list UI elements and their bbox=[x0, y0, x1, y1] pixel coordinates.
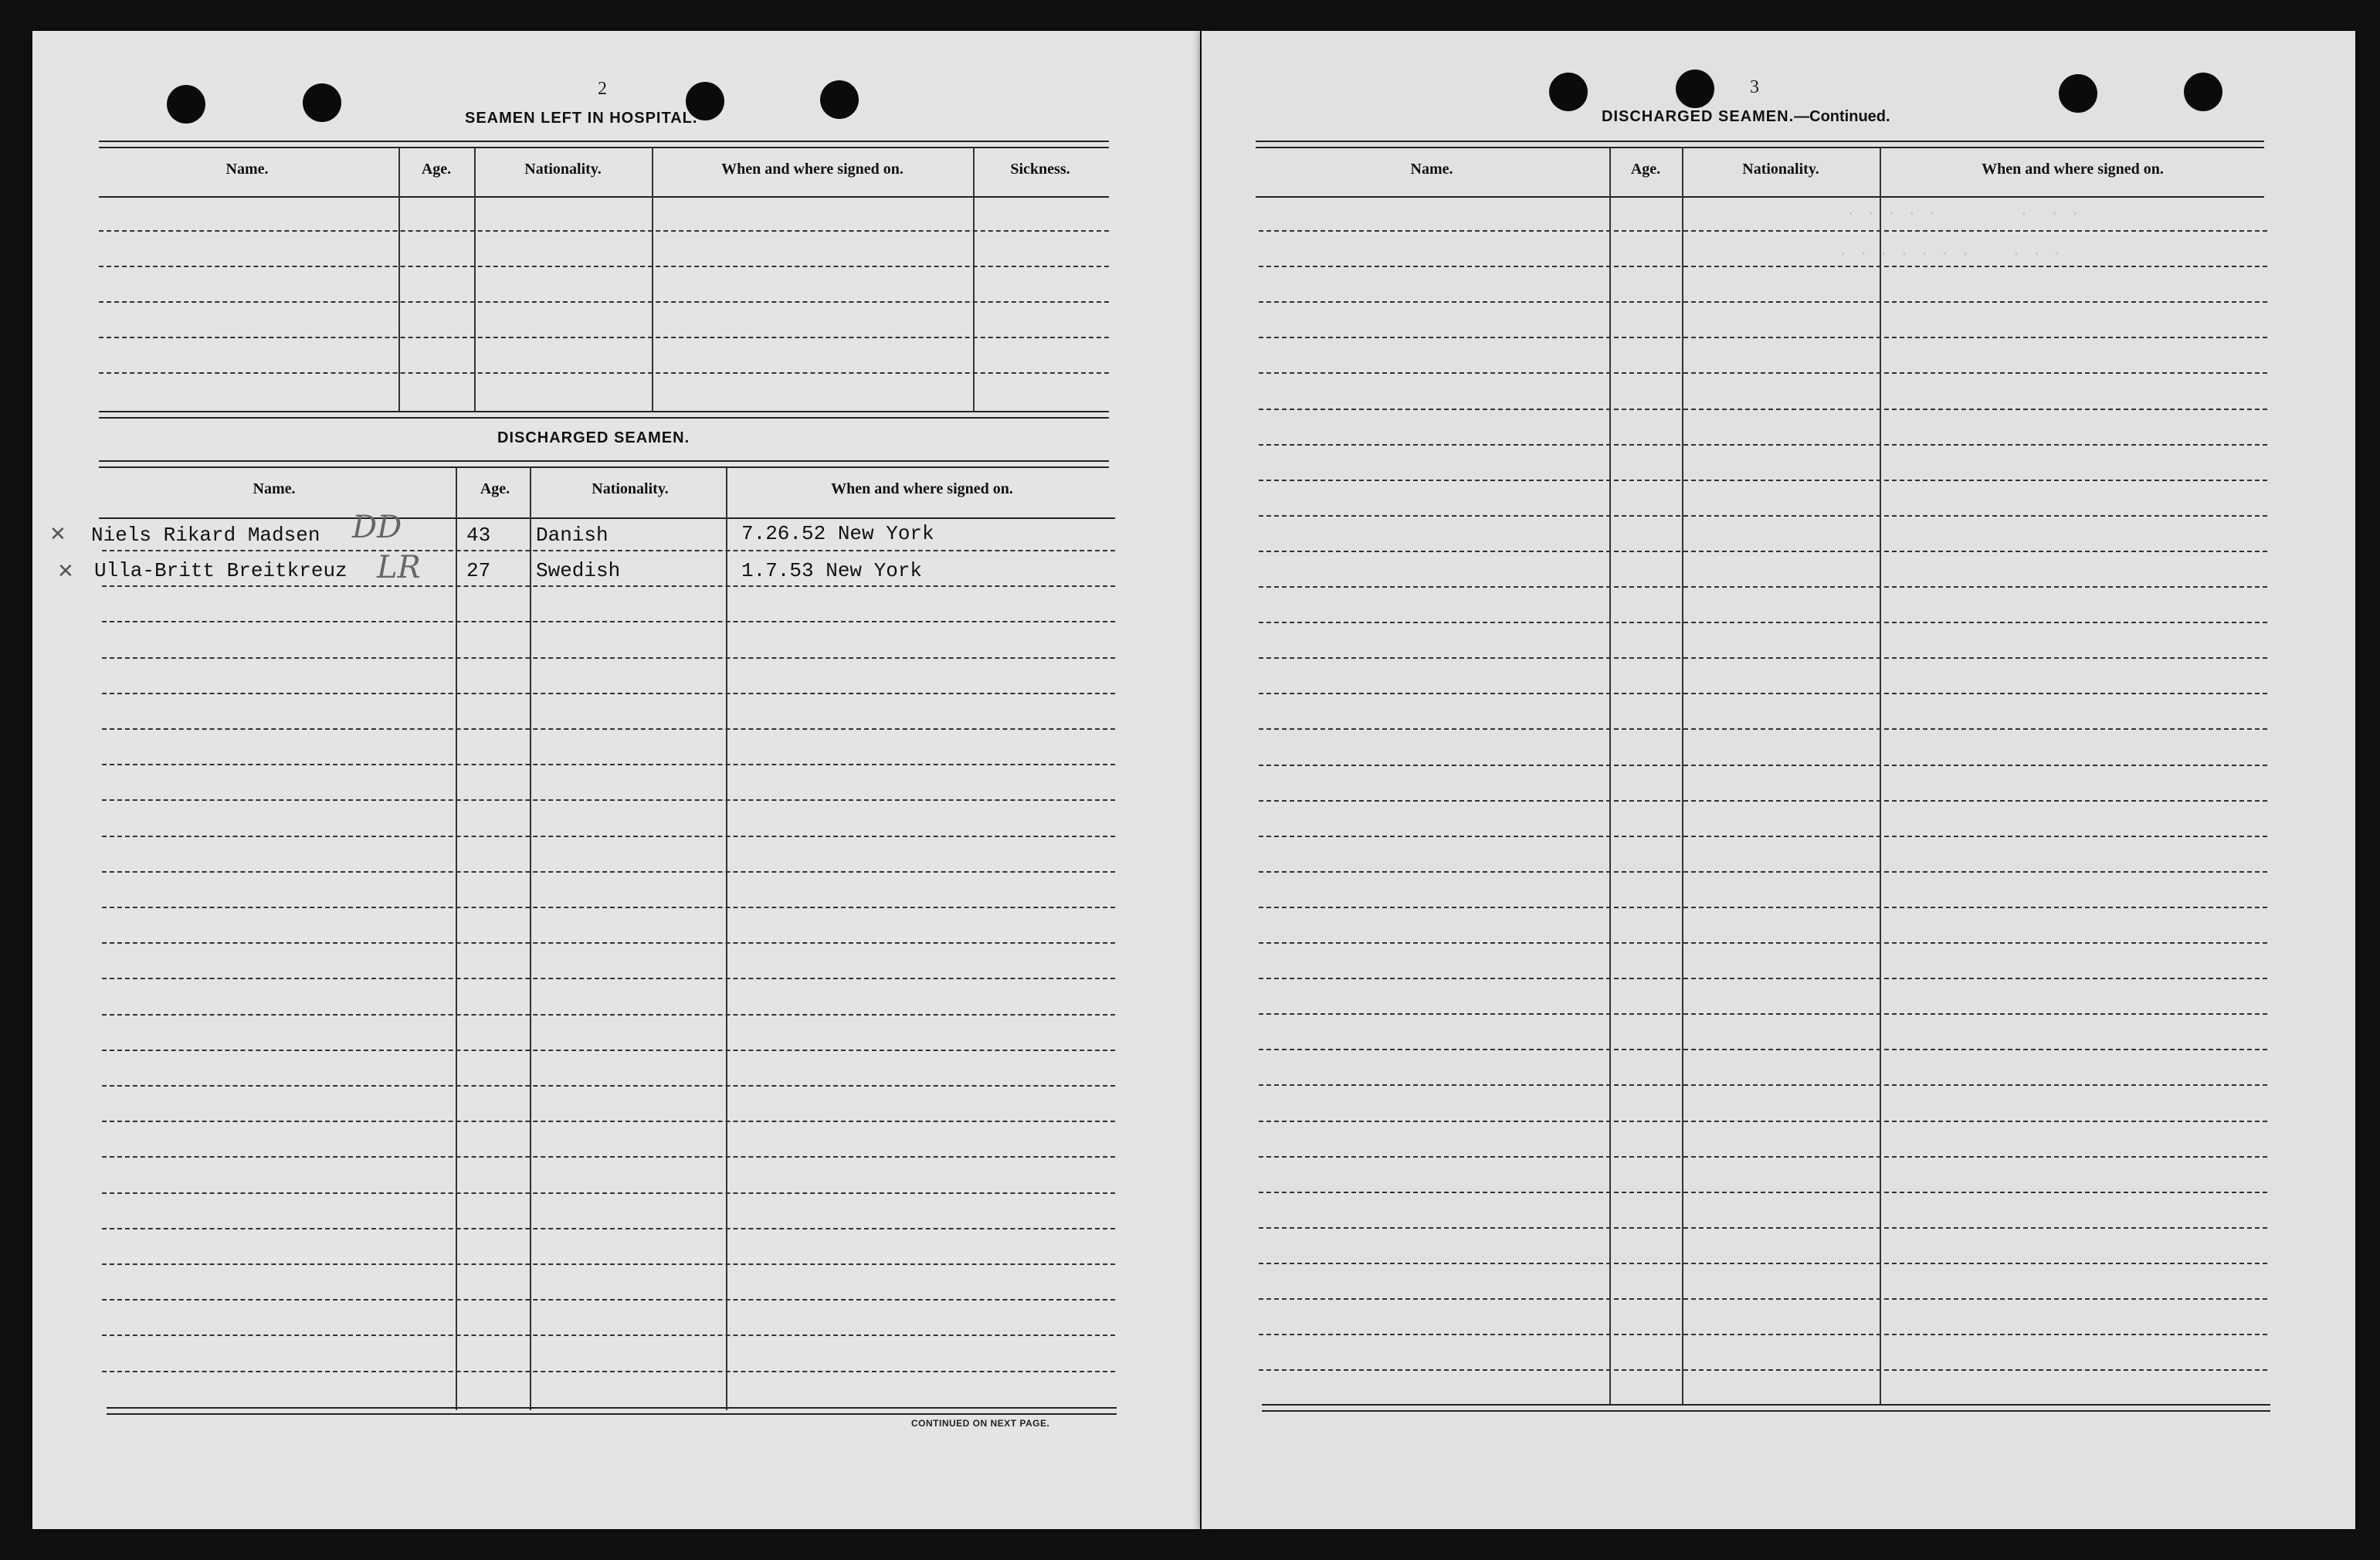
check-mark: ✕ bbox=[49, 522, 66, 545]
row-line bbox=[102, 1299, 1115, 1301]
row-line bbox=[1259, 942, 2267, 944]
row-line bbox=[102, 1121, 1115, 1122]
punch-hole bbox=[167, 85, 205, 124]
seaman-name: Niels Rikard Madsen bbox=[91, 524, 320, 547]
row-line bbox=[1259, 765, 2267, 766]
row-line bbox=[1259, 551, 2267, 552]
row-line bbox=[102, 585, 1115, 587]
continued-note: CONTINUED ON NEXT PAGE. bbox=[911, 1418, 1050, 1429]
seaman-nationality: Danish bbox=[536, 524, 609, 547]
left-page bbox=[32, 31, 1200, 1529]
column-divider bbox=[973, 148, 975, 411]
header-rule bbox=[99, 196, 1109, 198]
table-top-rule bbox=[1256, 141, 2264, 142]
right-title-suffix: —Continued. bbox=[1794, 108, 1890, 125]
row-line bbox=[1259, 1227, 2267, 1229]
row-line bbox=[102, 1014, 1115, 1016]
row-line bbox=[102, 799, 1115, 801]
row-line bbox=[1259, 301, 2267, 303]
bleed-through: . . . . . . . . . . bbox=[1838, 241, 2063, 260]
row-line bbox=[102, 550, 1115, 551]
punch-hole bbox=[2184, 73, 2222, 111]
row-line bbox=[1259, 1156, 2267, 1158]
table-top-rule bbox=[99, 147, 1109, 148]
hospital-section-title: SEAMEN LEFT IN HOSPITAL. bbox=[465, 110, 698, 127]
column-header-nationality: Nationality. bbox=[1742, 161, 1819, 178]
column-header-signed-on: When and where signed on. bbox=[831, 480, 1013, 497]
row-line bbox=[1259, 622, 2267, 623]
row-line bbox=[99, 337, 1109, 338]
row-line bbox=[102, 1263, 1115, 1265]
row-line bbox=[102, 1085, 1115, 1087]
row-line bbox=[1259, 836, 2267, 837]
row-line bbox=[102, 836, 1115, 837]
table-bottom-rule bbox=[99, 417, 1109, 419]
column-header-age: Age. bbox=[1630, 161, 1661, 178]
column-divider bbox=[456, 468, 457, 1410]
punch-hole bbox=[1676, 70, 1714, 108]
row-line bbox=[1259, 480, 2267, 481]
punch-hole bbox=[303, 83, 341, 122]
row-line bbox=[99, 372, 1109, 374]
header-rule bbox=[99, 517, 1115, 519]
row-line bbox=[1259, 586, 2267, 588]
right-page bbox=[1202, 31, 2355, 1529]
column-divider bbox=[726, 468, 727, 1410]
right-title-main: DISCHARGED SEAMEN. bbox=[1602, 108, 1795, 125]
row-line bbox=[1259, 1084, 2267, 1086]
row-line bbox=[102, 978, 1115, 979]
row-line bbox=[102, 907, 1115, 908]
row-line bbox=[1259, 978, 2267, 979]
header-rule bbox=[1256, 196, 2264, 198]
row-line bbox=[1259, 409, 2267, 410]
seaman-age: 27 bbox=[466, 559, 491, 582]
row-line bbox=[102, 657, 1115, 659]
table-bottom-rule bbox=[1262, 1404, 2270, 1406]
row-line bbox=[1259, 657, 2267, 659]
check-mark: ✕ bbox=[57, 559, 74, 582]
row-line bbox=[102, 764, 1115, 765]
row-line bbox=[102, 942, 1115, 944]
row-line bbox=[1259, 266, 2267, 267]
discharged-section-title: DISCHARGED SEAMEN. bbox=[497, 429, 690, 446]
table-top-rule bbox=[99, 460, 1109, 462]
row-line bbox=[102, 621, 1115, 622]
table-bottom-rule bbox=[99, 411, 1109, 412]
row-line bbox=[1259, 728, 2267, 730]
seaman-signed-on: 1.7.53 New York bbox=[741, 559, 923, 582]
table-bottom-rule bbox=[107, 1407, 1117, 1409]
row-line bbox=[1259, 1263, 2267, 1264]
table-top-rule bbox=[99, 466, 1109, 468]
row-line bbox=[1259, 1049, 2267, 1050]
row-line bbox=[1259, 337, 2267, 338]
row-line bbox=[102, 728, 1115, 730]
row-line bbox=[1259, 372, 2267, 374]
row-line bbox=[1259, 1013, 2267, 1015]
row-line bbox=[102, 693, 1115, 694]
row-line bbox=[102, 1156, 1115, 1158]
row-line bbox=[102, 1192, 1115, 1194]
column-header-signed-on: When and where signed on. bbox=[1982, 161, 2164, 178]
column-header-name: Name. bbox=[1410, 161, 1453, 178]
row-line bbox=[1259, 444, 2267, 446]
table-bottom-rule bbox=[1262, 1410, 2270, 1412]
row-line bbox=[1259, 1121, 2267, 1122]
bleed-through: . . . . . . . . bbox=[1846, 201, 2080, 220]
handwritten-initials: LR bbox=[377, 550, 421, 585]
punch-hole bbox=[2059, 74, 2097, 113]
seaman-age: 43 bbox=[466, 524, 491, 547]
punch-hole bbox=[1549, 73, 1588, 111]
seaman-signed-on: 7.26.52 New York bbox=[741, 522, 934, 545]
row-line bbox=[102, 1334, 1115, 1336]
table-bottom-rule bbox=[107, 1413, 1117, 1415]
column-header-age: Age. bbox=[480, 480, 510, 497]
column-header-name: Name. bbox=[225, 161, 269, 178]
row-line bbox=[99, 301, 1109, 303]
row-line bbox=[1259, 907, 2267, 908]
row-line bbox=[99, 266, 1109, 267]
column-header-signed-on: When and where signed on. bbox=[721, 161, 904, 178]
row-line bbox=[1259, 515, 2267, 517]
column-header-sickness: Sickness. bbox=[1010, 161, 1070, 178]
row-line bbox=[1259, 1298, 2267, 1300]
row-line bbox=[1259, 871, 2267, 873]
row-line bbox=[1259, 1369, 2267, 1371]
row-line bbox=[1259, 1192, 2267, 1193]
column-header-age: Age. bbox=[421, 161, 452, 178]
row-line bbox=[1259, 230, 2267, 232]
column-header-nationality: Nationality. bbox=[524, 161, 602, 178]
column-header-nationality: Nationality. bbox=[592, 480, 669, 497]
right-section-title bbox=[1602, 108, 1890, 126]
column-divider bbox=[474, 148, 476, 411]
column-divider bbox=[398, 148, 400, 411]
column-divider bbox=[652, 148, 653, 411]
handwritten-initials: DD bbox=[352, 510, 402, 545]
seaman-name: Ulla-Britt Breitkreuz bbox=[94, 559, 348, 582]
row-line bbox=[102, 871, 1115, 873]
seaman-nationality: Swedish bbox=[536, 559, 621, 582]
row-line bbox=[102, 1050, 1115, 1051]
table-top-rule bbox=[99, 141, 1109, 142]
row-line bbox=[102, 1371, 1115, 1372]
column-header-name: Name. bbox=[253, 480, 296, 497]
row-line bbox=[1259, 693, 2267, 694]
table-top-rule bbox=[1256, 147, 2264, 148]
page-number: 2 bbox=[598, 79, 607, 99]
row-line bbox=[1259, 1334, 2267, 1335]
column-divider bbox=[530, 468, 531, 1410]
row-line bbox=[102, 1228, 1115, 1229]
row-line bbox=[99, 230, 1109, 232]
punch-hole bbox=[820, 80, 859, 119]
page-number: 3 bbox=[1750, 77, 1759, 97]
row-line bbox=[1259, 800, 2267, 802]
